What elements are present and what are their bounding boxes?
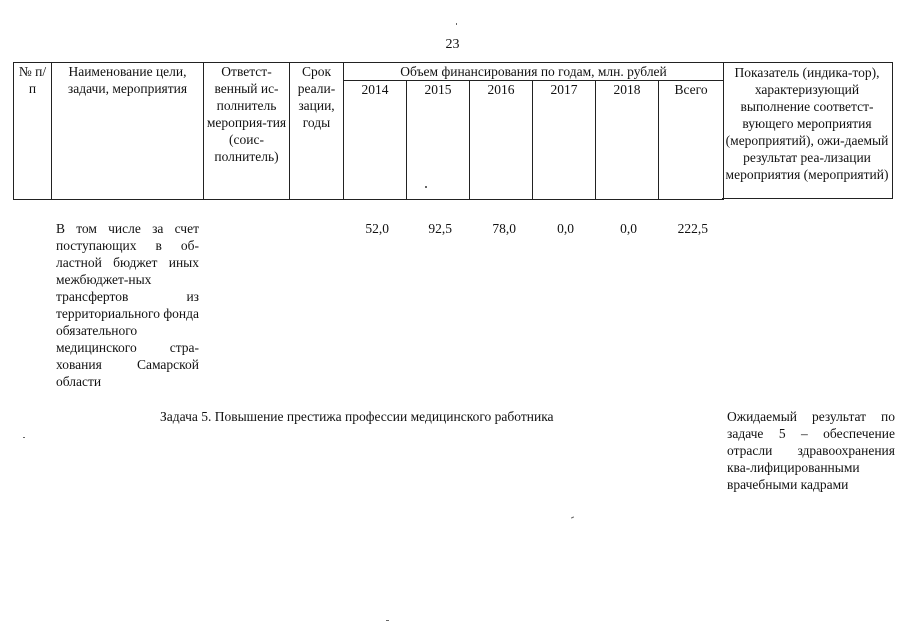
header-responsible: Ответст-венный ис-полнитель мероприя-тия (соис-полнитель) [204, 63, 290, 200]
header-num: № п/п [14, 63, 52, 200]
scan-speck [425, 186, 427, 188]
scan-speck [386, 620, 389, 621]
header-year-2018: 2018 [596, 81, 659, 200]
header-term: Срок реали-зации, годы [290, 63, 344, 200]
value-2017: 0,0 [557, 221, 574, 236]
scan-speck [571, 516, 574, 518]
row-label: В том числе за счет поступающих в об-ластной бюджет иных межбюджет-ных трансфертов из территориального фонда обязательного медицинского стра-хования Самарской области [56, 221, 199, 389]
value-total: 222,5 [677, 221, 708, 236]
task-result: Ожидаемый результат по задаче 5 – обеспечение отрасли здравоохранения ква-лифицированными врачебными кадрами [727, 409, 895, 492]
header-total: Всего [659, 81, 724, 200]
header-indicator: Показатель (индика-тор), характеризующий выполнение соответст-вующего мероприятия (мероприятий), ожи-даемый результат реа-лизации мероприятия (мероприятий) [722, 62, 893, 199]
scan-speck [23, 437, 25, 438]
page-number: 23 [445, 37, 460, 52]
header-year-2015: 2015 [407, 81, 470, 200]
header-funding: Объем финансирования по годам, млн. рублей [344, 63, 724, 81]
value-2018: 0,0 [620, 221, 637, 236]
header-name: Наименование цели, задачи, мероприятия [52, 63, 204, 200]
header-year-2017: 2017 [533, 81, 596, 200]
header-table [13, 62, 724, 200]
scan-speck [456, 23, 457, 25]
header-year-2016: 2016 [470, 81, 533, 200]
value-2015: 92,5 [428, 221, 452, 236]
header-year-2014: 2014 [344, 81, 407, 200]
task-title: Задача 5. Повышение престижа профессии медицинского работника [160, 409, 554, 424]
value-2016: 78,0 [492, 221, 516, 236]
value-2014: 52,0 [365, 221, 389, 236]
